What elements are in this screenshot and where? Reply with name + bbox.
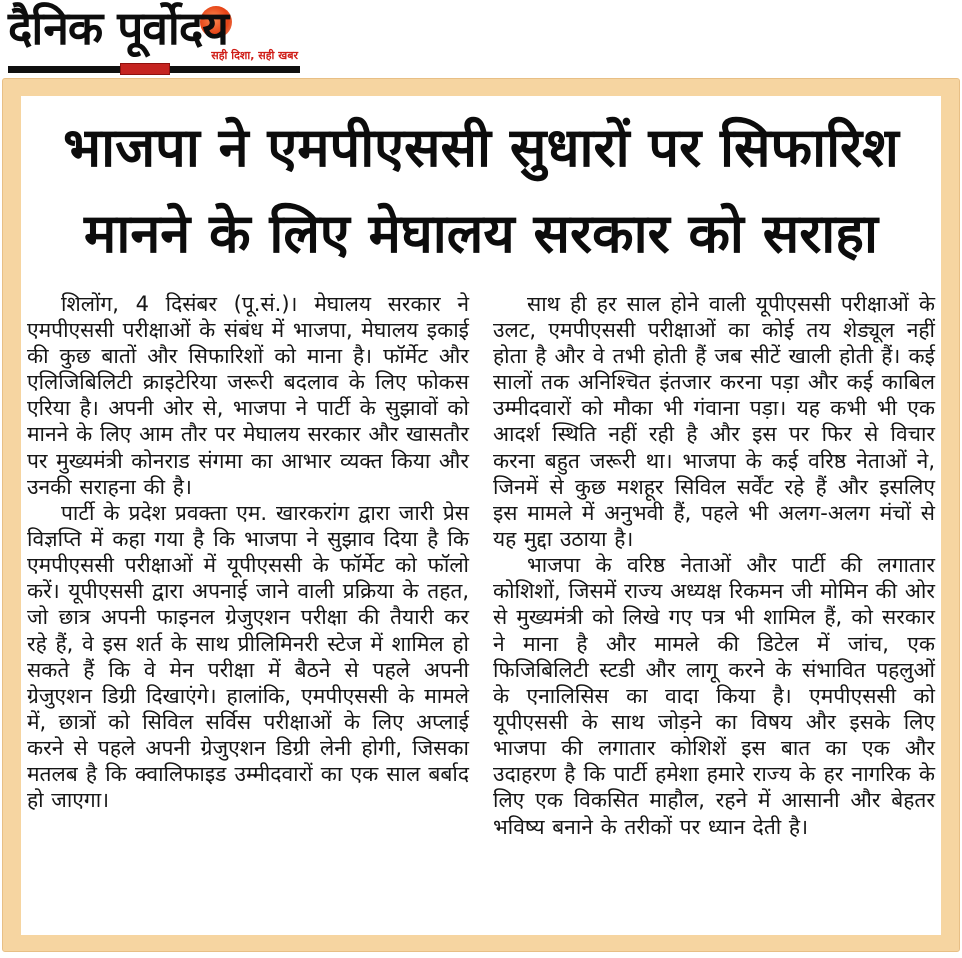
masthead-rule [8,66,300,73]
paragraph-schedule: साथ ही हर साल होने वाली यूपीएससी परीक्षाओं के उलट, एमपीएससी परीक्षाओं का कोई तय शेड्यूल नहीं होता है और वे तभी होती हैं जब सीटें खाली होती हैं। कई सालों तक अनिश्चित इंतजार करना पड़ा और कई काबिल उम्मीदवारों को मौका भी गंवाना पड़ा। यह कभी भी एक आदर्श स्थिति नहीं रही है और इस पर फिर से विचार करना बहुत जरूरी था। भाजपा के कई वरिष्ठ नेताओं ने, जिनमें से कुछ मशहूर सिविल सर्वेंट रहे हैं और इसलिए इस मामले में अनुभवी हैं, पहले भी अलग-अलग मंचों से यह मुद्दा उठाया है। [493,291,935,552]
masthead-inner [8,1,304,73]
article-body [21,96,941,935]
right-column [493,291,935,840]
article-headline [25,104,937,277]
paragraph-leaders: भाजपा के वरिष्ठ नेताओं और पार्टी की लगातार कोशिशों, जिसमें राज्य अध्यक्ष रिकमन जी मोमिन की ओर से मुख्यमंत्री को लिखे गए पत्र भी शामिल हैं, को सरकार ने माना है और मामले की डिटेल में जांच, एक फिजिबिलिटी स्टडी और लागू करने के संभावित पहलुओं के एनालिसिस का वादा किया है। एमपीएससी को यूपीएससी के साथ जोड़ने का विषय और इसके लिए भाजपा की लगातार कोशिशें इस बात का एक और उदाहरण है कि पार्टी हमेशा हमारे राज्य के हर नागरिक के लिए एक विकसित माहौल, रहने में आसानी और बेहतर भविष्य बनाने के तरीकों पर ध्यान देती है। [493,553,935,839]
paragraph-dateline: शिलोंग, 4 दिसंबर (पू.सं.)। मेघालय सरकार ने एमपीएससी परीक्षाओं के संबंध में भाजपा, मेघालय इकाई की कुछ बातों और सिफारिशों को माना है। फॉर्मेट और एलिजिबिलिटी क्राइटेरिया जरूरी बदलाव के लिए फोकस एरिया है। अपनी ओर से, भाजपा ने पार्टी के सुझावों को मानने के लिए आम तौर पर मेघालय सरकार और खासतौर पर मुख्यमंत्री कोनराड संगमा का आभार व्यक्त किया और उनकी सराहना की है। [27,291,469,499]
article-columns [25,291,937,840]
left-column [27,291,469,840]
headline-line-1: भाजपा ने एमपीएससी सुधारों पर सिफारिश [63,115,899,179]
newspaper-logo [8,1,228,55]
newspaper-title: दैनिक पूर्वोदय [8,1,228,55]
newspaper-masthead [0,0,962,76]
masthead-ribbon [120,63,170,75]
article-frame [2,78,960,952]
headline-line-2: मानने के लिए मेघालय सरकार को सराहा [84,201,878,266]
newspaper-tagline: सही दिशा, सही खबर [211,49,298,63]
paragraph-spokesperson: पार्टी के प्रदेश प्रवक्ता एम. खारकरांग द्वारा जारी प्रेस विज्ञप्ति में कहा गया है कि भाजपा ने सुझाव दिया है कि एमपीएससी परीक्षाओं में यूपीएससी के फॉर्मेट को फॉलो करें। यूपीएससी द्वारा अपनाई जाने वाली प्रक्रिया के तहत, जो छात्र अपनी फाइनल ग्रेजुएशन परीक्षा की तैयारी कर रहे हैं, वे इस शर्त के साथ प्रीलिमिनरी स्टेज में शामिल हो सकते हैं कि वे मेन परीक्षा में बैठने से पहले अपनी ग्रेजुएशन डिग्री दिखाएंगे। हालांकि, एमपीएससी के मामले में, छात्रों को सिविल सर्विस परीक्षाओं के लिए अप्लाई करने से पहले अपनी ग्रेजुएशन डिग्री लेनी होगी, जिसका मतलब है कि क्वालिफाइड उम्मीदवारों का एक साल बर्बाद हो जाएगा। [27,500,469,813]
